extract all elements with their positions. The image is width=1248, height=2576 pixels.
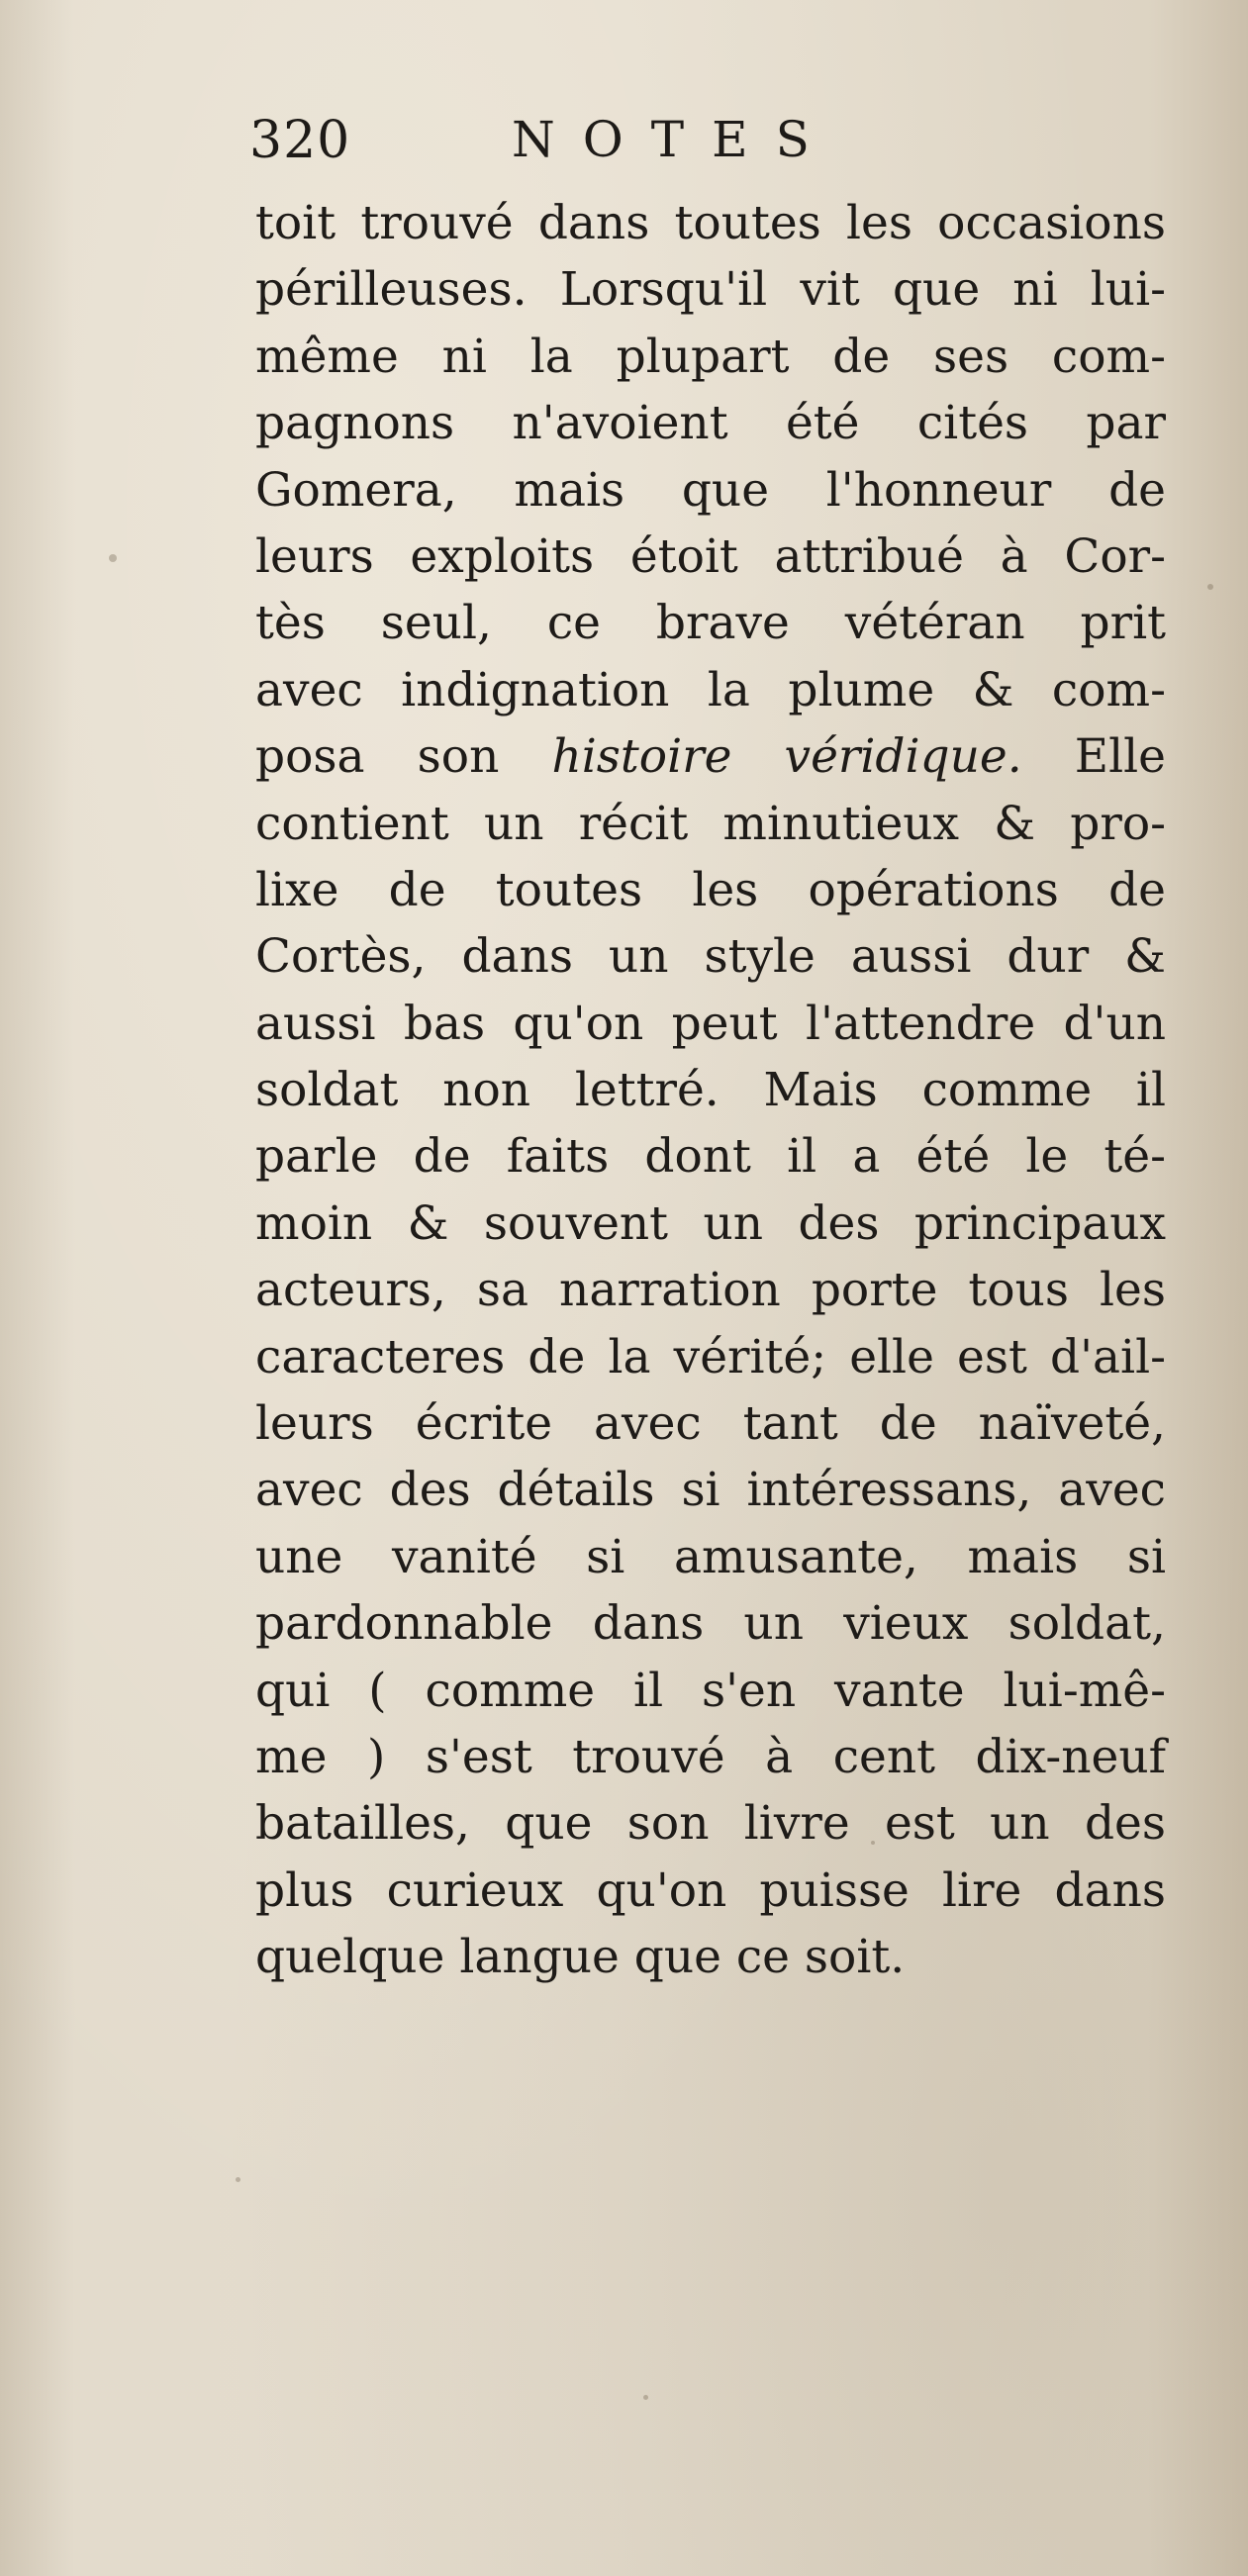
text-line: acteurs, sa narration porte tous les [255, 1263, 1166, 1318]
text-line: aussi bas qu'on peut l'attendre d'un [255, 996, 1166, 1051]
text-line: quelque langue que ce soit. [255, 1930, 906, 1985]
text-line: une vanité si amusante, mais si [255, 1529, 1166, 1584]
text-line: me ) s'est trouvé à cent dix-neuf [255, 1729, 1166, 1784]
text-line: batailles, que son livre est un des [255, 1796, 1166, 1852]
text-line: pardonnable dans un vieux soldat, [255, 1596, 1166, 1652]
text-line: Cortès, dans un style aussi dur & [255, 929, 1166, 985]
text-segment: Elle [1021, 729, 1166, 785]
text-line: même ni la plupart de ses com- [255, 329, 1166, 384]
text-line: leurs écrite avec tant de naïveté, [255, 1396, 1166, 1452]
text-line: plus curieux qu'on puisse lire dans [255, 1862, 1166, 1918]
paper-speck [109, 554, 117, 562]
text-line: tès seul, ce brave vétéran prit [255, 596, 1166, 651]
text-line: qui ( comme il s'en vante lui-mê- [255, 1663, 1166, 1718]
page-header [249, 111, 1002, 180]
body-text [255, 190, 1166, 1991]
text-line: périlleuses. Lorsqu'il vit que ni lui- [255, 262, 1166, 318]
paper-speck [1207, 584, 1213, 590]
text-line: avec des détails si intéressans, avec [255, 1463, 1166, 1518]
book-title: histoire véridique. [551, 729, 1022, 785]
paper-speck [236, 2177, 240, 2182]
text-line: moin & souvent un des principaux [255, 1195, 1166, 1251]
running-head: NOTES [512, 111, 837, 168]
text-line: toit trouvé dans toutes les occasions [255, 196, 1166, 250]
text-line: Gomera, mais que l'honneur de [255, 462, 1166, 518]
paper-speck [643, 2395, 648, 2400]
text-line: contient un récit minutieux & pro- [255, 796, 1166, 851]
text-line: pagnons n'avoient été cités par [255, 396, 1166, 451]
page-number: 320 [249, 111, 351, 170]
text-segment: posa son [255, 729, 552, 785]
text-line: lixe de toutes les opérations de [255, 862, 1166, 917]
text-line: avec indignation la plume & com- [255, 662, 1166, 717]
text-line: parle de faits dont il a été le té- [255, 1129, 1166, 1185]
text-line: leurs exploits étoit attribué à Cor- [255, 528, 1166, 584]
text-line [255, 723, 1166, 790]
text-line: caracteres de la vérité; elle est d'ail- [255, 1329, 1166, 1384]
text-line: soldat non lettré. Mais comme il [255, 1063, 1166, 1118]
